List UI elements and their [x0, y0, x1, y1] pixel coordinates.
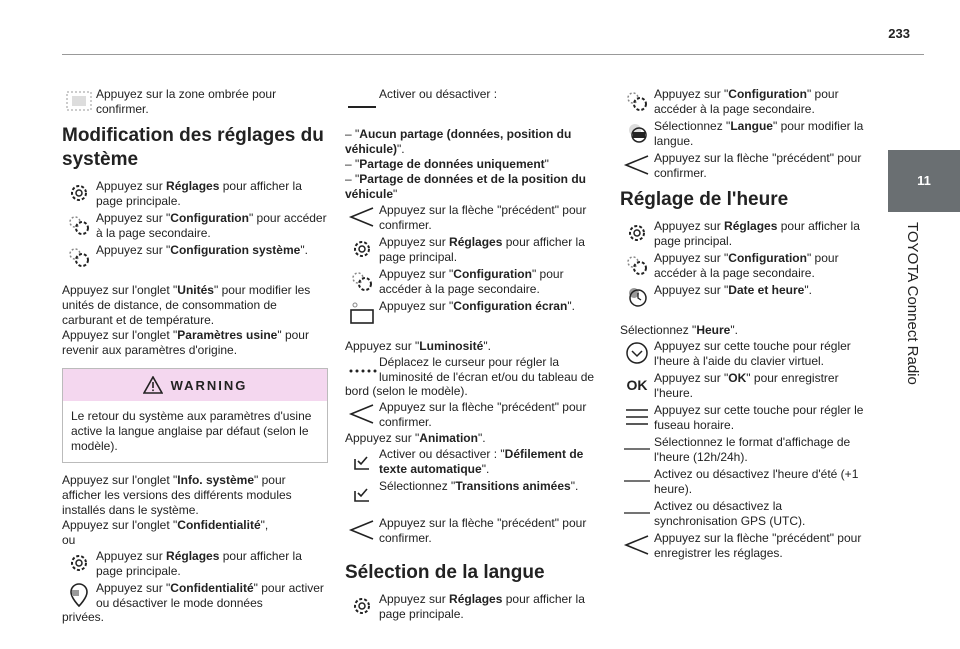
- paragraph-privacy: Appuyez sur l'onglet "Confidentialité",: [62, 518, 269, 532]
- paragraph-factory: Appuyez sur l'onglet "Paramètres usine" pour revenir aux paramètres d'origine.: [62, 328, 309, 357]
- step-configuration: Appuyez sur "Configuration" pour accéder à la page secondaire.: [345, 266, 595, 297]
- step-configuration: Appuyez sur "Configuration" pour accéder à la page secondaire.: [62, 210, 328, 241]
- heading-time: Réglage de l'heure: [620, 189, 789, 210]
- back-arrow-icon: [620, 530, 654, 560]
- column-3: Appuyez sur "Configuration" pour accéder à la page secondaire. Sélectionnez "Langue" pour modifier la langue. Appuyez sur la flèche "précédent" pour confirmer. Réglage de l'heure Appuyez sur Réglages pour afficher la page principal. Appuyez sur "Configuration" pour accéder à la page secondaire. Appuyez sur "Date et heure". Sélectionnez "Heure". Appuyez sur cette touche pour régler l'heure à l'aide du clavier virtuel. OK Appuyez sur "OK" pour enregistrer l'heure. Appuyez sur cette touche pour régler le fuseau horaire. Sélectionnez le format d'affichage de l'heure (12h/24h). Activez ou désactivez l'heure d'été (+1 heure). Activez ou désactivez la synchronisation GPS (UTC). Appuyez sur la flèche "précédent" pour enregistrer les réglages.: [620, 87, 864, 560]
- step-slider: Déplacez le curseur pour régler la luminosité de l'écran et/ou du tableau de: [345, 354, 595, 385]
- step-language: Sélectionnez "Langue" pour modifier la langue.: [620, 118, 865, 149]
- step-settings: Appuyez sur Réglages pour afficher la page principal.: [620, 218, 865, 249]
- back-arrow-icon: [620, 150, 654, 180]
- step-auto-scroll: Activer ou désactiver : "Défilement de texte automatique".: [345, 446, 595, 477]
- step-transitions: Sélectionnez "Transitions animées".: [345, 478, 595, 508]
- step-back-3: Appuyez sur la flèche "précédent" pour confirmer.: [345, 515, 595, 546]
- privacy-pin-icon: [62, 580, 96, 610]
- gear-icon: [62, 548, 96, 578]
- back-arrow-icon: [345, 202, 379, 232]
- gear-icon: [62, 178, 96, 208]
- checkbox-icon: [345, 478, 379, 508]
- double-gear-icon: [345, 266, 379, 296]
- step-configuration: Appuyez sur "Configuration" pour accéder à la page secondaire.: [620, 86, 865, 117]
- clock-icon: [620, 282, 654, 312]
- menu-list-icon: [620, 402, 654, 432]
- step-timezone: Appuyez sur cette touche pour régler le fuseau horaire.: [620, 402, 865, 433]
- step-back-1: Appuyez sur la flèche "précédent" pour confirmer.: [345, 202, 595, 233]
- step-back-2: Appuyez sur la flèche "précédent" pour enregistrer les réglages.: [620, 530, 865, 561]
- warning-text: Le retour du système aux paramètres d'usine active la langue anglaise par défaut (selon le modèle).: [71, 409, 312, 453]
- step-shaded-zone: Appuyez sur la zone ombrée pour confirmer.: [62, 86, 328, 117]
- warning-icon: [143, 376, 163, 394]
- column-1: Appuyez sur la zone ombrée pour confirmer. Modification des réglages du système Appuyez sur Réglages pour afficher la page principale. Appuyez sur "Configuration" pour accéder à la page secondaire. Appuyez sur "Configuration système". Appuyez sur l'onglet "Unités" pour modifier les unités de distance, de consommation de carburant et de température. Appuyez sur l'onglet "Paramètres usine" pour revenir aux paramètres d'origine. WARNING Le retour du système aux paramètres d'usine active la langue anglaise par défaut (selon le modèle). Appuyez sur l'onglet "Info. système" pour afficher les versions des différents modules installés dans le système. Appuyez sur l'onglet "Confidentialité", ou Appuyez sur Réglages pour afficher la page principale. Appuyez sur "Confidentialité" pour activer ou désactiver le mode données privées.: [62, 87, 327, 624]
- step-settings: Appuyez sur Réglages pour afficher la page principale.: [62, 178, 328, 209]
- step-privacy: Appuyez sur "Confidentialité" pour activer ou désactiver le mode données: [62, 580, 328, 611]
- step-toggle: Activer ou désactiver :: [345, 86, 595, 116]
- gear-icon: [345, 591, 379, 621]
- step-settings-3: Appuyez sur Réglages pour afficher la page principale.: [345, 591, 595, 622]
- shaded-zone-icon: [62, 86, 96, 116]
- warning-title: WARNING: [170, 377, 248, 393]
- step-format: Sélectionnez le format d'affichage de l'heure (12h/24h).: [620, 434, 865, 465]
- paragraph-units: Appuyez sur l'onglet "Unités" pour modifier les unités de distance, de consommation de carburant et de température.: [62, 283, 311, 327]
- step-settings-2: Appuyez sur Réglages pour afficher la page principale.: [62, 548, 328, 579]
- top-rule: [62, 54, 924, 55]
- double-gear-icon: [62, 210, 96, 240]
- step-system-config: Appuyez sur "Configuration système".: [62, 242, 328, 272]
- chevron-down-circle-icon: [620, 338, 654, 368]
- step-gps: Activez ou désactivez la synchronisation GPS (UTC).: [620, 498, 865, 529]
- chapter-label-text: TOYOTA Connect Radio: [904, 222, 921, 385]
- checkbox-icon: [345, 446, 379, 476]
- chapter-tab[interactable]: 11: [888, 150, 960, 212]
- step-back-2: Appuyez sur la flèche "précédent" pour confirmer.: [345, 399, 595, 430]
- chapter-label: [891, 222, 931, 452]
- paragraph-or: ou: [62, 533, 76, 547]
- column-2: Activer ou désactiver : – "Aucun partage (données, position du véhicule)". – "Partage de données uniquement" – "Partage de données et de la position du véhicule" Appuyez sur la flèche "précédent" pour confirmer. Appuyez sur Réglages pour afficher la page principal. Appuyez sur "Configuration" pour accéder à la page secondaire. Appuyez sur "Configuration écran". Appuyez sur "Luminosité". Déplacez le curseur pour régler la luminosité de l'écran et/ou du tableau de bord (selon le modèle). Appuyez sur la flèche "précédent" pour confirmer. Appuyez sur "Animation". Activer ou désactiver : "Défilement de texte automatique". Sélectionnez "Transitions animées". Appuyez sur la flèche "précédent" pour confirmer. Sélection de la langue Appuyez sur Réglages pour afficher la page principale.: [345, 87, 595, 621]
- toggle-switch-icon: [620, 434, 654, 464]
- back-arrow-icon: [345, 515, 379, 545]
- warning-box: [62, 368, 328, 463]
- step-date-time: Appuyez sur "Date et heure".: [620, 282, 865, 312]
- heading-language: Sélection de la langue: [345, 562, 545, 583]
- slider-dots-icon: [345, 354, 379, 384]
- back-arrow-icon: [345, 399, 379, 429]
- step-settings: Appuyez sur Réglages pour afficher la page principal.: [345, 234, 595, 265]
- ok-icon: OK: [626, 376, 648, 393]
- step-keyboard: Appuyez sur cette touche pour régler l'heure à l'aide du clavier virtuel.: [620, 338, 865, 369]
- toggle-switch-icon: [345, 86, 379, 116]
- gear-icon: [620, 218, 654, 248]
- paragraph-info-system: Appuyez sur l'onglet "Info. système" pour afficher les versions des différents modules installés dans le système.: [62, 473, 292, 517]
- page-number: 233: [888, 26, 910, 41]
- toggle-switch-icon: [620, 498, 654, 528]
- screen-brightness-icon: [345, 298, 379, 328]
- heading-system-settings: Modification des réglages du système: [62, 125, 324, 170]
- step-dst: Activez ou désactivez l'heure d'été (+1 heure).: [620, 466, 865, 497]
- step-back-1: Appuyez sur la flèche "précédent" pour confirmer.: [620, 150, 865, 181]
- step-screen-config: Appuyez sur "Configuration écran".: [345, 298, 595, 328]
- step-ok: OK Appuyez sur "OK" pour enregistrer l'heure.: [620, 370, 865, 401]
- gear-icon: [345, 234, 379, 264]
- toggle-switch-icon: [620, 466, 654, 496]
- double-gear-icon: [62, 242, 96, 272]
- step-configuration-2: Appuyez sur "Configuration" pour accéder à la page secondaire.: [620, 250, 865, 281]
- double-gear-icon: [620, 250, 654, 280]
- double-gear-icon: [620, 86, 654, 116]
- language-flag-icon: [620, 118, 654, 148]
